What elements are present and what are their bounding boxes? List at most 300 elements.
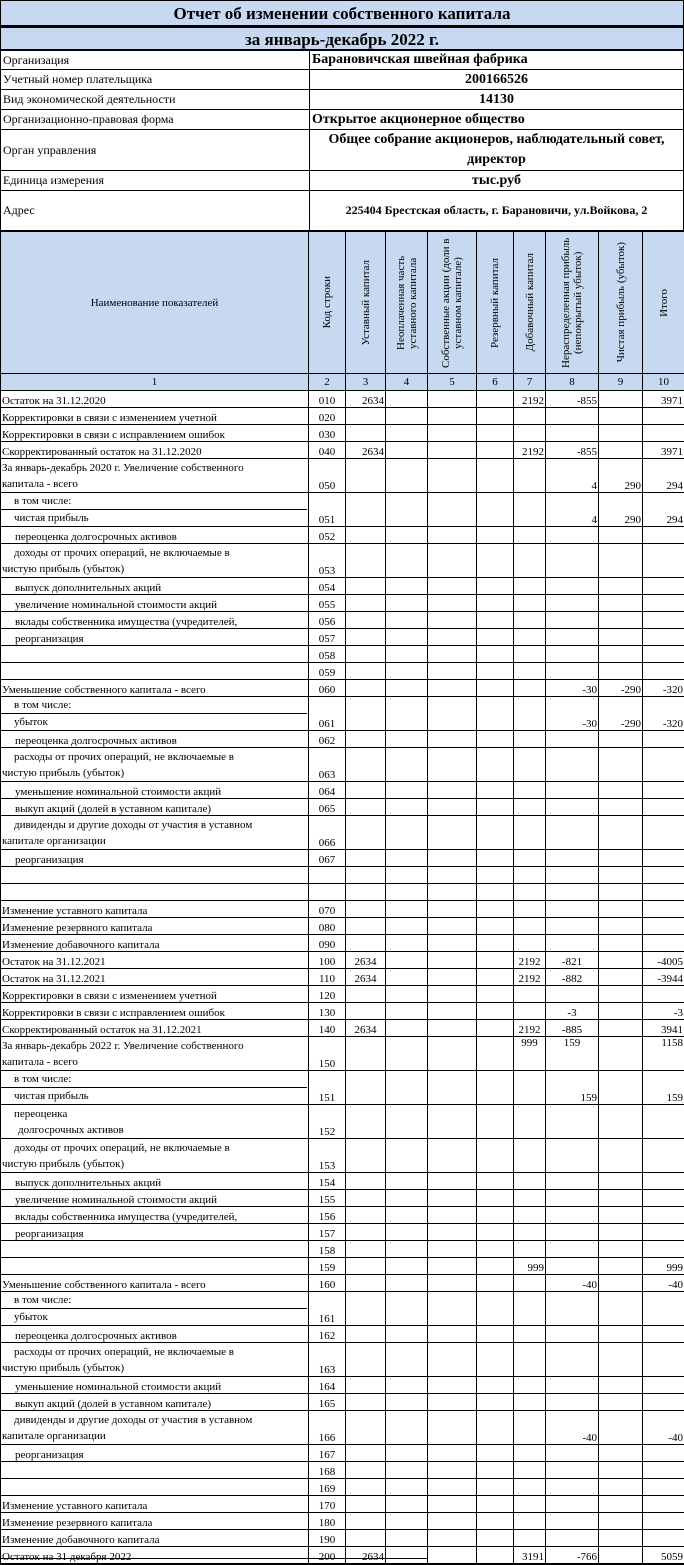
row-name: вклады собственника имущества (учредителей,: [1, 1207, 309, 1224]
cell-c9: [599, 1513, 643, 1530]
column-header-net-profit: Чистая прибыль (убыток): [599, 232, 643, 374]
cell-c5: [428, 1105, 477, 1139]
row-name: [1, 646, 309, 663]
table-row: [1, 1207, 684, 1224]
cell-c10: [643, 799, 684, 816]
cell-c9: [599, 918, 643, 935]
cell-c5: [428, 1547, 477, 1565]
cell-c3: [346, 1513, 386, 1530]
cell-c6: [477, 986, 514, 1003]
cell-c9: [599, 1258, 643, 1275]
table-row: [1, 850, 684, 867]
cell-c9: [599, 799, 643, 816]
table-row: [1, 595, 684, 612]
cell-c6: [477, 1530, 514, 1547]
info-row-unit: [1, 171, 684, 191]
row-name: реорганизация: [1, 1224, 309, 1241]
cell-c7: [514, 816, 546, 850]
row-name: вклады собственника имущества (учредителей,: [1, 612, 309, 629]
cell-c10: [643, 527, 684, 544]
cell-c5: [428, 782, 477, 799]
cell-c9: [599, 1241, 643, 1258]
cell-c3: [346, 1071, 386, 1105]
table-row: [1, 1275, 684, 1292]
row-code: [309, 884, 346, 901]
cell-c8: [546, 867, 599, 884]
cell-c3: [346, 629, 386, 646]
row-name-line-2: капитала - всего: [2, 1054, 307, 1070]
info-row-address: [1, 191, 684, 231]
cell-c4: [386, 680, 428, 697]
signature-line: [0, 1558, 428, 1559]
row-code: 169: [309, 1479, 346, 1496]
cell-c9: [599, 748, 643, 782]
cell-c5: [428, 850, 477, 867]
row-code: [309, 867, 346, 884]
cell-c6: [477, 952, 514, 969]
cell-c7: [514, 663, 546, 680]
cell-c5: [428, 986, 477, 1003]
column-header-total: Итого: [643, 232, 684, 374]
cell-c9: [599, 1139, 643, 1173]
row-name: [1, 1258, 309, 1275]
cell-c5: [428, 595, 477, 612]
column-header-unpaid-capital: Неоплаченная часть уставного капитала: [386, 232, 428, 374]
cell-c9: [599, 816, 643, 850]
cell-c5: [428, 1275, 477, 1292]
table-row: [1, 986, 684, 1003]
cell-c9: -290: [599, 680, 643, 697]
table-row: [1, 663, 684, 680]
row-name: [1, 748, 309, 782]
cell-c10: -320: [643, 697, 684, 731]
cell-c7: [514, 782, 546, 799]
cell-c6: [477, 1326, 514, 1343]
cell-c4: [386, 1513, 428, 1530]
row-name: [1, 1241, 309, 1258]
table-row: [1, 493, 684, 527]
table-row: [1, 1530, 684, 1547]
table-row: [1, 816, 684, 850]
column-number: 5: [428, 374, 477, 391]
column-number: 2: [309, 374, 346, 391]
cell-c7: [514, 1241, 546, 1258]
cell-c7: [514, 1462, 546, 1479]
cell-c5: [428, 1513, 477, 1530]
cell-c3: [346, 867, 386, 884]
table-row: [1, 1411, 684, 1445]
cell-c7: 3191: [514, 1547, 546, 1565]
cell-c5: [428, 867, 477, 884]
cell-c5: [428, 1190, 477, 1207]
cell-c6: [477, 680, 514, 697]
table-row: [1, 1003, 684, 1020]
row-name-line-2: чистую прибыль (убыток): [2, 1360, 307, 1376]
row-name: выпуск дополнительных акций: [1, 578, 309, 595]
cell-c6: [477, 901, 514, 918]
info-value: 14130: [310, 90, 684, 110]
cell-c3: [346, 748, 386, 782]
row-name: увеличение номинальной стоимости акций: [1, 1190, 309, 1207]
column-header-own-shares: Собственные акции (доли в уставном капитале): [428, 232, 477, 374]
cell-c7: [514, 986, 546, 1003]
row-name: Корректировки в связи с исправлением ошибок: [1, 1003, 309, 1020]
row-code: 050: [309, 459, 346, 493]
cell-c8: [546, 425, 599, 442]
cell-c10: -3944: [643, 969, 684, 986]
cell-c4: [386, 408, 428, 425]
cell-c8: [546, 1105, 599, 1139]
row-name: [1, 493, 309, 527]
row-code: 010: [309, 391, 346, 408]
cell-c10: [643, 1224, 684, 1241]
row-name: [1, 459, 309, 493]
column-number-row: [1, 374, 684, 391]
cell-c8: [546, 663, 599, 680]
cell-c9: [599, 1020, 643, 1037]
cell-c10: -320: [643, 680, 684, 697]
info-label: Организационно-правовая форма: [1, 110, 310, 130]
cell-c5: [428, 1445, 477, 1462]
cell-c4: [386, 1037, 428, 1071]
cell-c8: [546, 1190, 599, 1207]
row-name: переоценка долгосрочных активов: [1, 1326, 309, 1343]
cell-c7: [514, 884, 546, 901]
row-code: 051: [309, 493, 346, 527]
cell-c6: [477, 1275, 514, 1292]
cell-c4: [386, 1003, 428, 1020]
cell-c8: 159: [546, 1071, 599, 1105]
row-name: [1, 663, 309, 680]
row-name: [1, 867, 309, 884]
cell-c5: [428, 1343, 477, 1377]
cell-c6: [477, 1173, 514, 1190]
cell-c3: [346, 1224, 386, 1241]
row-name: [1, 816, 309, 850]
cell-c9: 290: [599, 459, 643, 493]
row-name-line-2: чистая прибыль: [2, 510, 307, 526]
cell-c9: -290: [599, 697, 643, 731]
cell-c9: [599, 595, 643, 612]
info-label: Орган управления: [1, 130, 310, 171]
column-header-retained-earnings: Нераспределенная прибыль (непокрытый убыток): [546, 232, 599, 374]
cell-c8: [546, 935, 599, 952]
row-name: [1, 1139, 309, 1173]
cell-c9: [599, 391, 643, 408]
cell-c8: [546, 408, 599, 425]
cell-c4: [386, 697, 428, 731]
cell-c8: [546, 1173, 599, 1190]
row-code: 064: [309, 782, 346, 799]
row-code: 065: [309, 799, 346, 816]
cell-c5: [428, 408, 477, 425]
cell-c4: [386, 731, 428, 748]
row-code: 053: [309, 544, 346, 578]
table-row: [1, 782, 684, 799]
cell-c9: [599, 1496, 643, 1513]
cell-c7: [514, 544, 546, 578]
cell-c6: [477, 799, 514, 816]
row-name: [1, 1343, 309, 1377]
cell-c6: [477, 1258, 514, 1275]
cell-c3: [346, 1462, 386, 1479]
cell-c7: [514, 1326, 546, 1343]
info-row-legal-form: [1, 110, 684, 130]
cell-c9: [599, 527, 643, 544]
cell-c5: [428, 493, 477, 527]
cell-c4: [386, 629, 428, 646]
cell-c7: [514, 901, 546, 918]
cell-c9: [599, 646, 643, 663]
cell-c8: 4: [546, 493, 599, 527]
cell-c5: [428, 952, 477, 969]
table-row: [1, 680, 684, 697]
cell-c3: [346, 595, 386, 612]
cell-c9: [599, 850, 643, 867]
row-name-line-2: убыток: [2, 714, 307, 730]
cell-c5: [428, 391, 477, 408]
cell-c7: 2192: [514, 1020, 546, 1037]
row-code: 165: [309, 1394, 346, 1411]
cell-c9: [599, 1547, 643, 1565]
cell-c5: [428, 969, 477, 986]
cell-c10: [643, 1105, 684, 1139]
cell-c7: 2192: [514, 442, 546, 459]
cell-c10: 294: [643, 459, 684, 493]
report-period: за январь-декабрь 2022 г.: [0, 26, 684, 50]
cell-c4: [386, 527, 428, 544]
cell-c7: [514, 1445, 546, 1462]
table-row: [1, 697, 684, 731]
row-code: 130: [309, 1003, 346, 1020]
cell-c10: [643, 1173, 684, 1190]
cell-c6: [477, 629, 514, 646]
cell-c6: [477, 493, 514, 527]
row-code: 055: [309, 595, 346, 612]
cell-c4: [386, 425, 428, 442]
table-row: [1, 1326, 684, 1343]
cell-c4: [386, 1411, 428, 1445]
table-row: [1, 1462, 684, 1479]
row-name: реорганизация: [1, 1445, 309, 1462]
cell-c10: [643, 425, 684, 442]
table-row: [1, 952, 684, 969]
cell-c6: [477, 1462, 514, 1479]
cell-c7: [514, 408, 546, 425]
row-code: 156: [309, 1207, 346, 1224]
cell-c9: [599, 1377, 643, 1394]
column-number: 8: [546, 374, 599, 391]
table-row: [1, 459, 684, 493]
cell-c5: [428, 731, 477, 748]
column-header-code: Код строки: [309, 232, 346, 374]
row-code: 067: [309, 850, 346, 867]
cell-c4: [386, 1190, 428, 1207]
cell-c8: -30: [546, 697, 599, 731]
cell-c5: [428, 1462, 477, 1479]
cell-c9: [599, 782, 643, 799]
cell-c3: [346, 1496, 386, 1513]
cell-c4: [386, 1207, 428, 1224]
row-name-line-1: в том числе:: [1, 1292, 308, 1309]
cell-c3: [346, 612, 386, 629]
cell-c10: [643, 1394, 684, 1411]
table-row: [1, 969, 684, 986]
cell-c5: [428, 544, 477, 578]
row-name-line-1: в том числе:: [1, 1071, 308, 1088]
table-row: [1, 1105, 684, 1139]
cell-c9: [599, 935, 643, 952]
table-row: [1, 1292, 684, 1326]
cell-c3: [346, 493, 386, 527]
row-name-line-1: переоценка: [2, 1106, 307, 1122]
cell-c8: 159: [546, 1037, 599, 1071]
table-row: [1, 1394, 684, 1411]
cell-c10: [643, 408, 684, 425]
row-name: Корректировки в связи с исправлением ошибок: [1, 425, 309, 442]
cell-c3: 2634: [346, 442, 386, 459]
row-name-line-1: в том числе:: [1, 493, 308, 510]
row-name-line-2: убыток: [2, 1309, 307, 1325]
row-name-line-2: долгосрочных активов: [2, 1122, 307, 1138]
table-row: [1, 1479, 684, 1496]
cell-c8: [546, 1394, 599, 1411]
cell-c10: 3971: [643, 391, 684, 408]
cell-c3: [346, 1394, 386, 1411]
table-row: [1, 867, 684, 884]
cell-c6: [477, 1377, 514, 1394]
column-header-row: [1, 232, 684, 374]
row-code: 080: [309, 918, 346, 935]
row-name-line-2: капитале организации: [2, 833, 307, 849]
cell-c6: [477, 1020, 514, 1037]
cell-c10: [643, 1445, 684, 1462]
cell-c5: [428, 935, 477, 952]
row-code: 157: [309, 1224, 346, 1241]
cell-c4: [386, 1173, 428, 1190]
organization-info-table: [0, 50, 684, 231]
cell-c8: [546, 1479, 599, 1496]
cell-c6: [477, 1190, 514, 1207]
cell-c9: [599, 1173, 643, 1190]
cell-c7: [514, 425, 546, 442]
cell-c5: [428, 425, 477, 442]
row-name-line-2: чистая прибыль: [2, 1088, 307, 1104]
cell-c5: [428, 459, 477, 493]
table-row: [1, 425, 684, 442]
row-name: реорганизация: [1, 629, 309, 646]
row-code: 062: [309, 731, 346, 748]
row-name: выкуп акций (долей в уставном капитале): [1, 1394, 309, 1411]
cell-c3: [346, 1479, 386, 1496]
cell-c5: [428, 1003, 477, 1020]
cell-c5: [428, 1530, 477, 1547]
cell-c7: [514, 1411, 546, 1445]
table-row: [1, 1445, 684, 1462]
cell-c5: [428, 1377, 477, 1394]
column-number: 3: [346, 374, 386, 391]
info-value: 225404 Брестская область, г. Барановичи, ул.Войкова, 2: [310, 191, 684, 231]
column-number: 6: [477, 374, 514, 391]
cell-c9: [599, 1394, 643, 1411]
cell-c6: [477, 408, 514, 425]
cell-c4: [386, 867, 428, 884]
cell-c4: [386, 748, 428, 782]
row-name: [1, 1411, 309, 1445]
row-name: Уменьшение собственного капитала - всего: [1, 1275, 309, 1292]
cell-c10: 999: [643, 1258, 684, 1275]
row-name: Изменение резервного капитала: [1, 918, 309, 935]
row-name: Изменение добавочного капитала: [1, 1530, 309, 1547]
row-name-line-1: расходы от прочих операций, не включаемые в: [2, 749, 307, 765]
info-row-governing-body: [1, 130, 684, 171]
cell-c8: -855: [546, 442, 599, 459]
cell-c7: [514, 1292, 546, 1326]
row-name: [1, 1071, 309, 1105]
info-label: Единица измерения: [1, 171, 310, 191]
row-name: Остаток на 31.12.2020: [1, 391, 309, 408]
cell-c6: [477, 1224, 514, 1241]
row-name-line-2: капитала - всего: [2, 476, 307, 492]
cell-c6: [477, 918, 514, 935]
table-row: [1, 629, 684, 646]
cell-c7: [514, 731, 546, 748]
cell-c9: [599, 1105, 643, 1139]
cell-c8: [546, 1513, 599, 1530]
table-row: [1, 1071, 684, 1105]
table-row: [1, 1020, 684, 1037]
cell-c3: [346, 850, 386, 867]
info-value: Открытое акционерное общество: [310, 110, 684, 130]
cell-c6: [477, 459, 514, 493]
table-row: [1, 1496, 684, 1513]
cell-c3: [346, 663, 386, 680]
cell-c5: [428, 1224, 477, 1241]
table-row: [1, 1377, 684, 1394]
cell-c6: [477, 646, 514, 663]
row-code: 056: [309, 612, 346, 629]
cell-c7: [514, 1190, 546, 1207]
cell-c8: [546, 595, 599, 612]
cell-c9: [599, 1190, 643, 1207]
cell-c4: [386, 1241, 428, 1258]
row-name: увеличение номинальной стоимости акций: [1, 595, 309, 612]
row-name: [1, 1479, 309, 1496]
cell-c5: [428, 1394, 477, 1411]
row-name: переоценка долгосрочных активов: [1, 731, 309, 748]
row-name-line-1: в том числе:: [1, 697, 308, 714]
cell-c5: [428, 663, 477, 680]
cell-c4: [386, 544, 428, 578]
cell-c5: [428, 612, 477, 629]
cell-c3: [346, 680, 386, 697]
table-row: [1, 1241, 684, 1258]
cell-c10: [643, 1241, 684, 1258]
cell-c4: [386, 459, 428, 493]
cell-c7: [514, 867, 546, 884]
cell-c9: [599, 1530, 643, 1547]
cell-c4: [386, 1275, 428, 1292]
table-row: [1, 1513, 684, 1530]
column-header-name: Наименование показателей: [1, 232, 309, 374]
cell-c5: [428, 646, 477, 663]
cell-c6: [477, 1037, 514, 1071]
cell-c4: [386, 952, 428, 969]
row-code: 152: [309, 1105, 346, 1139]
cell-c7: [514, 493, 546, 527]
row-code: 054: [309, 578, 346, 595]
cell-c10: [643, 1513, 684, 1530]
